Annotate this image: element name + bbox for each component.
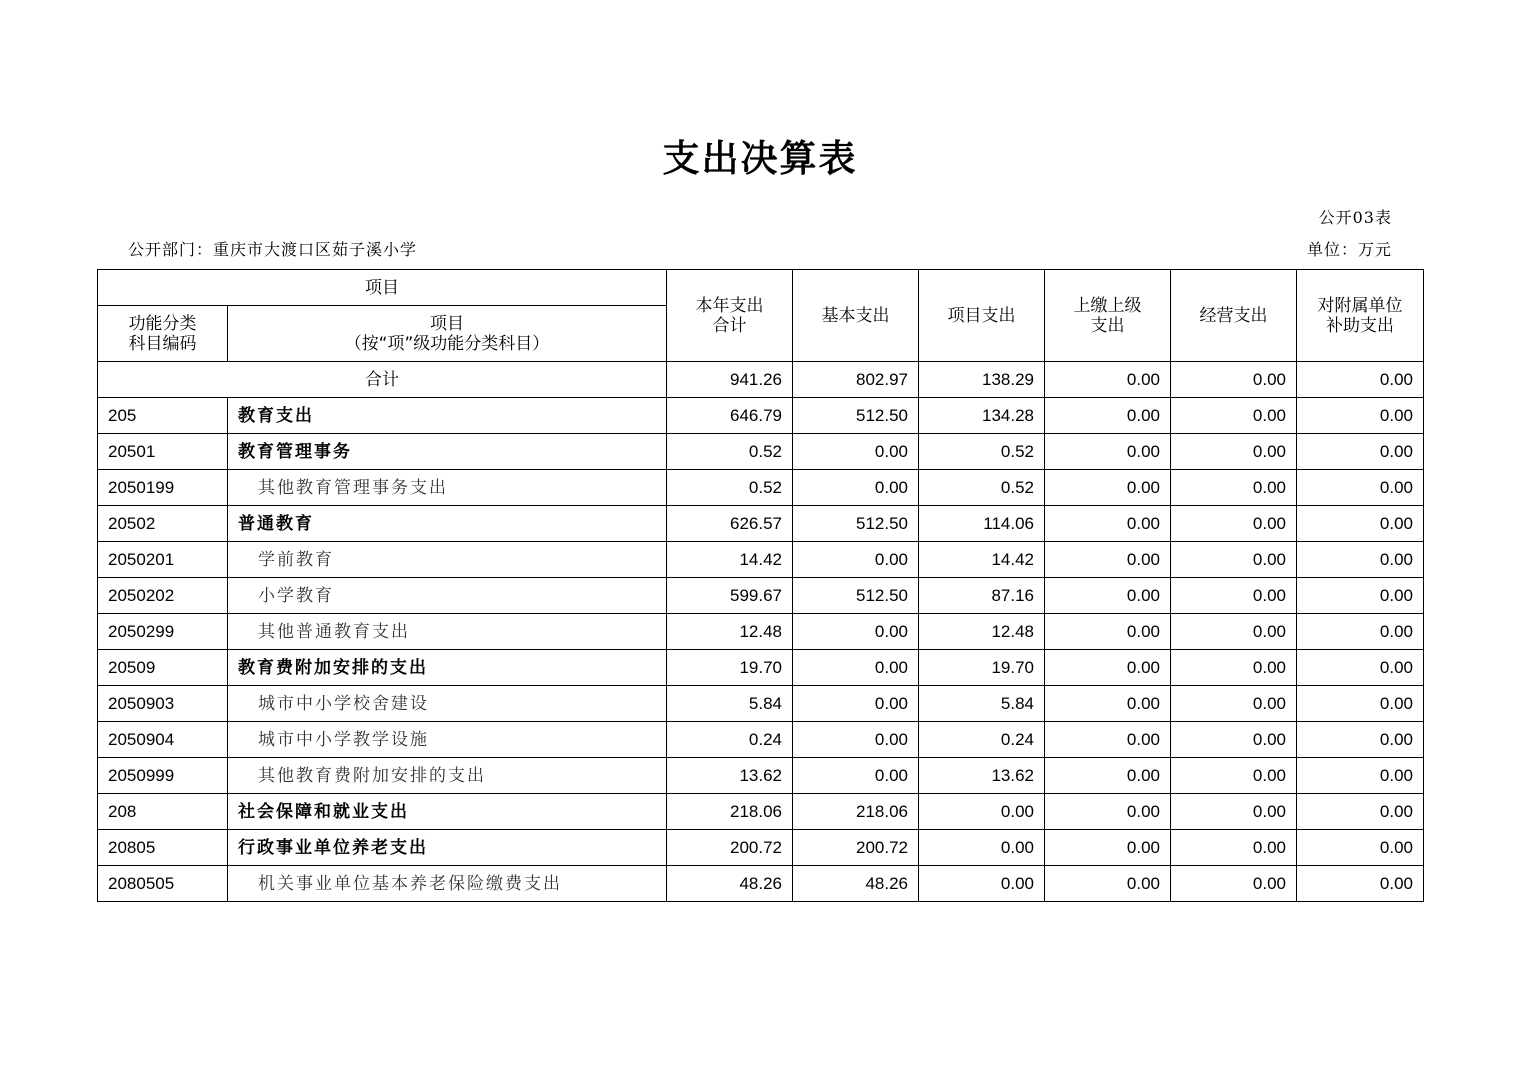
row-value: 512.50 bbox=[793, 578, 919, 614]
row-value: 0.52 bbox=[667, 434, 793, 470]
row-value: 0.00 bbox=[1171, 506, 1297, 542]
row-value: 12.48 bbox=[667, 614, 793, 650]
row-value: 13.62 bbox=[667, 758, 793, 794]
row-code: 2050201 bbox=[98, 542, 228, 578]
row-value: 512.50 bbox=[793, 398, 919, 434]
table-row bbox=[98, 866, 1424, 902]
row-value: 0.00 bbox=[1171, 614, 1297, 650]
row-value: 5.84 bbox=[919, 686, 1045, 722]
row-value: 0.00 bbox=[1171, 794, 1297, 830]
row-name: 教育费附加安排的支出 bbox=[228, 650, 667, 686]
row-value: 0.00 bbox=[919, 830, 1045, 866]
row-code: 2050199 bbox=[98, 470, 228, 506]
row-value: 0.00 bbox=[1171, 758, 1297, 794]
row-value: 0.00 bbox=[1045, 794, 1171, 830]
row-value: 0.00 bbox=[1045, 866, 1171, 902]
row-value: 0.00 bbox=[1297, 542, 1424, 578]
table-row bbox=[98, 830, 1424, 866]
row-value: 0.00 bbox=[1171, 434, 1297, 470]
row-value: 114.06 bbox=[919, 506, 1045, 542]
header-total: 本年支出 合计 bbox=[667, 270, 793, 362]
row-value: 0.00 bbox=[1297, 686, 1424, 722]
row-value: 0.00 bbox=[919, 866, 1045, 902]
table-row bbox=[98, 506, 1424, 542]
total-row bbox=[98, 362, 1424, 398]
row-value: 0.00 bbox=[793, 686, 919, 722]
row-value: 0.00 bbox=[1297, 578, 1424, 614]
row-value: 134.28 bbox=[919, 398, 1045, 434]
row-name: 其他教育费附加安排的支出 bbox=[228, 758, 667, 794]
row-value: 0.00 bbox=[919, 794, 1045, 830]
row-value: 0.00 bbox=[1045, 722, 1171, 758]
header-project: 项目支出 bbox=[919, 270, 1045, 362]
row-value: 0.00 bbox=[1045, 398, 1171, 434]
row-value: 0.00 bbox=[1297, 650, 1424, 686]
row-code: 205 bbox=[98, 398, 228, 434]
total-value: 0.00 bbox=[1045, 362, 1171, 398]
row-name: 学前教育 bbox=[228, 542, 667, 578]
row-value: 13.62 bbox=[919, 758, 1045, 794]
row-code: 20805 bbox=[98, 830, 228, 866]
header-business: 经营支出 bbox=[1171, 270, 1297, 362]
table-row bbox=[98, 722, 1424, 758]
header-subsidy: 对附属单位 补助支出 bbox=[1297, 270, 1424, 362]
table-row bbox=[98, 650, 1424, 686]
row-name: 教育管理事务 bbox=[228, 434, 667, 470]
row-value: 0.00 bbox=[1045, 758, 1171, 794]
header-code: 功能分类 科目编码 bbox=[98, 306, 228, 362]
row-code: 2050202 bbox=[98, 578, 228, 614]
row-value: 0.00 bbox=[1045, 650, 1171, 686]
row-value: 0.00 bbox=[793, 470, 919, 506]
row-value: 0.00 bbox=[1297, 794, 1424, 830]
row-code: 2050904 bbox=[98, 722, 228, 758]
row-value: 512.50 bbox=[793, 506, 919, 542]
row-value: 218.06 bbox=[667, 794, 793, 830]
row-value: 0.00 bbox=[1045, 434, 1171, 470]
header-upper: 上缴上级 支出 bbox=[1045, 270, 1171, 362]
row-value: 0.00 bbox=[1045, 578, 1171, 614]
row-code: 2050999 bbox=[98, 758, 228, 794]
row-name: 城市中小学校舍建设 bbox=[228, 686, 667, 722]
row-name: 小学教育 bbox=[228, 578, 667, 614]
row-value: 0.00 bbox=[1297, 470, 1424, 506]
row-value: 218.06 bbox=[793, 794, 919, 830]
row-value: 0.00 bbox=[1171, 398, 1297, 434]
row-value: 0.00 bbox=[793, 434, 919, 470]
row-value: 0.00 bbox=[1297, 506, 1424, 542]
total-label: 合计 bbox=[98, 362, 667, 398]
row-value: 0.52 bbox=[667, 470, 793, 506]
row-code: 208 bbox=[98, 794, 228, 830]
total-value: 0.00 bbox=[1171, 362, 1297, 398]
row-code: 2080505 bbox=[98, 866, 228, 902]
row-value: 0.00 bbox=[1171, 722, 1297, 758]
header-basic: 基本支出 bbox=[793, 270, 919, 362]
row-name: 教育支出 bbox=[228, 398, 667, 434]
row-value: 0.00 bbox=[1171, 542, 1297, 578]
row-code: 20501 bbox=[98, 434, 228, 470]
row-value: 0.00 bbox=[793, 650, 919, 686]
row-value: 0.00 bbox=[1297, 866, 1424, 902]
row-value: 0.00 bbox=[1045, 470, 1171, 506]
row-name: 其他普通教育支出 bbox=[228, 614, 667, 650]
table-row bbox=[98, 578, 1424, 614]
row-value: 0.00 bbox=[793, 614, 919, 650]
row-value: 0.00 bbox=[793, 542, 919, 578]
table-row bbox=[98, 794, 1424, 830]
total-value: 138.29 bbox=[919, 362, 1045, 398]
row-code: 20509 bbox=[98, 650, 228, 686]
row-value: 19.70 bbox=[667, 650, 793, 686]
row-value: 0.00 bbox=[1171, 686, 1297, 722]
row-value: 0.52 bbox=[919, 470, 1045, 506]
row-value: 0.00 bbox=[1045, 542, 1171, 578]
row-value: 0.00 bbox=[1045, 830, 1171, 866]
row-value: 0.00 bbox=[1171, 578, 1297, 614]
row-value: 0.00 bbox=[1171, 866, 1297, 902]
row-code: 20502 bbox=[98, 506, 228, 542]
row-value: 0.00 bbox=[1171, 650, 1297, 686]
total-value: 0.00 bbox=[1297, 362, 1424, 398]
row-value: 87.16 bbox=[919, 578, 1045, 614]
table-row bbox=[98, 686, 1424, 722]
department-label: 公开部门：重庆市大渡口区茹子溪小学 bbox=[128, 240, 418, 259]
row-value: 0.24 bbox=[919, 722, 1045, 758]
row-value: 0.00 bbox=[1045, 506, 1171, 542]
row-value: 48.26 bbox=[793, 866, 919, 902]
row-name: 城市中小学教学设施 bbox=[228, 722, 667, 758]
expenditure-table bbox=[97, 269, 1424, 902]
table-row bbox=[98, 470, 1424, 506]
row-name: 社会保障和就业支出 bbox=[228, 794, 667, 830]
row-value: 0.00 bbox=[1297, 614, 1424, 650]
unit-label: 单位：万元 bbox=[1306, 240, 1392, 259]
row-value: 200.72 bbox=[793, 830, 919, 866]
row-value: 0.00 bbox=[1297, 830, 1424, 866]
row-value: 0.00 bbox=[793, 722, 919, 758]
table-row bbox=[98, 434, 1424, 470]
row-value: 0.00 bbox=[1297, 758, 1424, 794]
total-value: 941.26 bbox=[667, 362, 793, 398]
row-value: 0.00 bbox=[793, 758, 919, 794]
row-value: 599.67 bbox=[667, 578, 793, 614]
row-value: 200.72 bbox=[667, 830, 793, 866]
page-title: 支出决算表 bbox=[662, 137, 858, 180]
row-value: 5.84 bbox=[667, 686, 793, 722]
table-row bbox=[98, 398, 1424, 434]
row-name: 其他教育管理事务支出 bbox=[228, 470, 667, 506]
table-number: 公开03表 bbox=[1318, 208, 1392, 227]
row-name: 普通教育 bbox=[228, 506, 667, 542]
table-row bbox=[98, 614, 1424, 650]
row-value: 0.00 bbox=[1171, 470, 1297, 506]
row-value: 48.26 bbox=[667, 866, 793, 902]
row-value: 0.00 bbox=[1045, 686, 1171, 722]
row-value: 0.00 bbox=[1297, 434, 1424, 470]
row-value: 0.52 bbox=[919, 434, 1045, 470]
row-value: 0.00 bbox=[1297, 722, 1424, 758]
row-code: 2050903 bbox=[98, 686, 228, 722]
header-item-group: 项目 bbox=[98, 270, 667, 306]
row-value: 12.48 bbox=[919, 614, 1045, 650]
table-row bbox=[98, 758, 1424, 794]
row-value: 0.00 bbox=[1171, 830, 1297, 866]
row-value: 14.42 bbox=[919, 542, 1045, 578]
header-name: 项目 （按“项”级功能分类科目） bbox=[228, 306, 667, 362]
row-value: 0.24 bbox=[667, 722, 793, 758]
row-value: 19.70 bbox=[919, 650, 1045, 686]
row-value: 646.79 bbox=[667, 398, 793, 434]
table-row bbox=[98, 542, 1424, 578]
row-value: 626.57 bbox=[667, 506, 793, 542]
row-value: 14.42 bbox=[667, 542, 793, 578]
row-name: 机关事业单位基本养老保险缴费支出 bbox=[228, 866, 667, 902]
row-code: 2050299 bbox=[98, 614, 228, 650]
row-name: 行政事业单位养老支出 bbox=[228, 830, 667, 866]
total-value: 802.97 bbox=[793, 362, 919, 398]
row-value: 0.00 bbox=[1297, 398, 1424, 434]
row-value: 0.00 bbox=[1045, 614, 1171, 650]
